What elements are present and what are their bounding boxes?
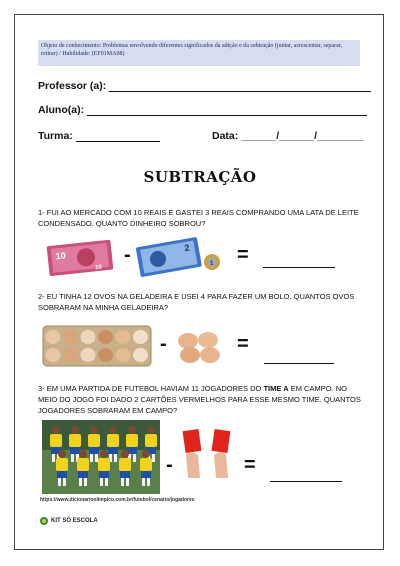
answer-line-1[interactable]: [263, 266, 335, 268]
four-eggs-image: [174, 328, 226, 366]
egg-icon: [46, 348, 61, 362]
answer-line-2[interactable]: [264, 362, 334, 364]
minus-sign-3: -: [166, 454, 173, 476]
brand-name: KIT SÓ ESCOLA: [51, 518, 98, 524]
brand-logo: [40, 517, 98, 525]
egg-icon: [46, 330, 61, 344]
ten-note-value-small: 10: [94, 264, 103, 272]
teacher-label: Professor (a):: [38, 80, 107, 92]
question-3-team: TIME A: [263, 384, 289, 393]
minus-sign-2: -: [160, 333, 167, 355]
egg-icon: [63, 348, 78, 362]
football-team-image: [42, 420, 160, 494]
equals-sign-2: =: [237, 333, 249, 355]
red-cards-image: [180, 428, 238, 482]
date-field[interactable]: [212, 130, 364, 142]
egg-icon: [116, 330, 131, 344]
question-3-part2: EM CAMPO. NO MEIO DO JOGO FOI DADO 2 CARTÕES VERMELHOS PARA ESSE MESMO TIME. QUANTOS JOGADORES SOBRARAM EM CAMPO?: [38, 384, 361, 415]
egg-icon: [98, 330, 113, 344]
knowledge-objective: Objeto de conhecimento: Problemas envolvendo diferentes significados da adição e da subtração (juntar, acrescentar, separar, retirar) / Habilidade: (EF01MA08): [38, 40, 360, 66]
coin-image: [204, 254, 220, 270]
equals-sign-3: =: [244, 454, 256, 476]
minus-sign-1: -: [124, 244, 131, 266]
page-title: SUBTRAÇÃO: [143, 168, 257, 186]
question-2-text: 2- EU TINHA 12 OVOS NA GELADEIRA E USEI 4 PARA FAZER UM BOLO. QUANTOS OVOS SOBRARAM NA MINHA GELADEIRA?: [38, 292, 355, 312]
teacher-field[interactable]: [38, 80, 371, 92]
class-label: Turma:: [38, 130, 73, 142]
coin-value: 1: [210, 261, 214, 267]
money-illustration: [46, 237, 221, 279]
egg-icon: [81, 348, 96, 362]
two-real-note-image: [136, 237, 202, 277]
egg-icon: [81, 330, 96, 344]
egg-carton-image: [42, 325, 152, 367]
student-label: Aluno(a):: [38, 104, 85, 116]
ten-note-value: 10: [55, 250, 67, 262]
question-3-text: [38, 383, 368, 416]
date-line[interactable]: ______/______/________: [241, 130, 364, 142]
answer-line-3[interactable]: [270, 480, 342, 482]
class-line[interactable]: [76, 132, 160, 142]
student-field[interactable]: [38, 104, 367, 116]
class-field[interactable]: [38, 130, 160, 142]
question-1-text: 1- FUI AO MERCADO COM 10 REAIS E GASTEI 3 REAIS COMPRANDO UMA LATA DE LEITE CONDENSADO. QUANTO DINHEIRO SOBROU?: [38, 208, 359, 228]
egg-icon: [116, 348, 131, 362]
teacher-line[interactable]: [109, 82, 371, 92]
equals-sign-1: =: [237, 244, 249, 266]
question-3-part1: 3- EM UMA PARTIDA DE FUTEBOL HAVIAM 11 JOGADORES DO: [38, 384, 264, 393]
egg-icon: [63, 330, 78, 344]
image-source-link[interactable]: https://www.dicionarioolimpico.com.br/futebol/cenario/jogadores: [40, 497, 195, 503]
ten-real-note-image: [47, 240, 114, 277]
egg-icon: [98, 348, 113, 362]
egg-icon: [133, 348, 148, 362]
two-note-value: 2: [183, 242, 191, 254]
brand-logo-icon: [40, 517, 48, 525]
date-label: Data:: [212, 130, 239, 142]
student-line[interactable]: [87, 106, 367, 116]
egg-icon: [133, 330, 148, 344]
